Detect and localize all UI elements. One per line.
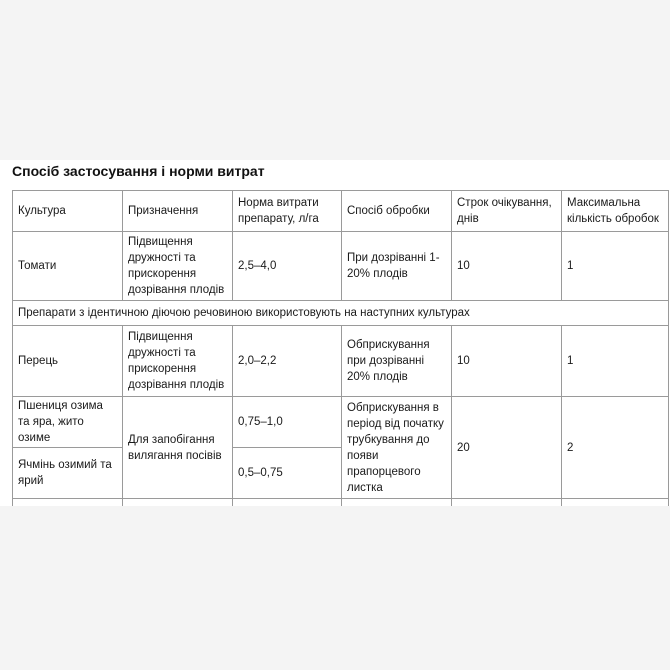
cell-culture: Пшениця озима та яра, жито озиме [13,397,123,448]
cell-empty [452,499,562,507]
cell-note: Препарати з ідентичною діючою речовиною використовують на наступних культурах [13,301,669,326]
header-purpose: Призначення [123,191,233,232]
table-note-row [13,301,669,326]
header-waiting: Строк очікування, днів [452,191,562,232]
cell-waiting: 10 [452,326,562,397]
cell-empty [13,499,123,507]
cell-culture: Ячмінь озимий та ярий [13,448,123,499]
header-max: Максимальна кількість обробок [562,191,669,232]
cell-method: При дозріванні 1-20% плодів [342,232,452,301]
table-header-row [13,191,669,232]
cell-method: Обприскування при дозріванні 20% плодів [342,326,452,397]
cell-waiting: 20 [452,397,562,499]
cell-max: 2 [562,397,669,499]
cell-empty [233,499,342,507]
table-row [13,397,669,448]
top-blank-area [0,0,670,160]
header-culture: Культура [13,191,123,232]
cell-culture: Перець [13,326,123,397]
cell-culture: Томати [13,232,123,301]
cell-purpose: Підвищення дружності та прискорення дозрівання плодів [123,326,233,397]
header-method: Спосіб обробки [342,191,452,232]
cell-max: 1 [562,326,669,397]
cell-empty [342,499,452,507]
section-title: Спосіб застосування і норми витрат [12,163,265,179]
table-row [13,232,669,301]
cell-purpose: Для запобігання вилягання посівів [123,397,233,499]
application-norms-table [12,190,669,506]
cell-rate: 2,5–4,0 [233,232,342,301]
table-row [13,326,669,397]
cell-purpose: Підвищення дружності та прискорення дозрівання плодів [123,232,233,301]
bottom-blank-area [0,506,670,670]
cell-method: Обприскування в період від початку трубкування до появи прапорцевого листка [342,397,452,499]
cell-empty [123,499,233,507]
cell-rate: 0,5–0,75 [233,448,342,499]
document-content [0,160,670,506]
cell-waiting: 10 [452,232,562,301]
cell-rate: 0,75–1,0 [233,397,342,448]
table-row-cut-off [13,499,669,507]
cell-empty [562,499,669,507]
cell-rate: 2,0–2,2 [233,326,342,397]
header-rate: Норма витрати препарату, л/га [233,191,342,232]
cell-max: 1 [562,232,669,301]
